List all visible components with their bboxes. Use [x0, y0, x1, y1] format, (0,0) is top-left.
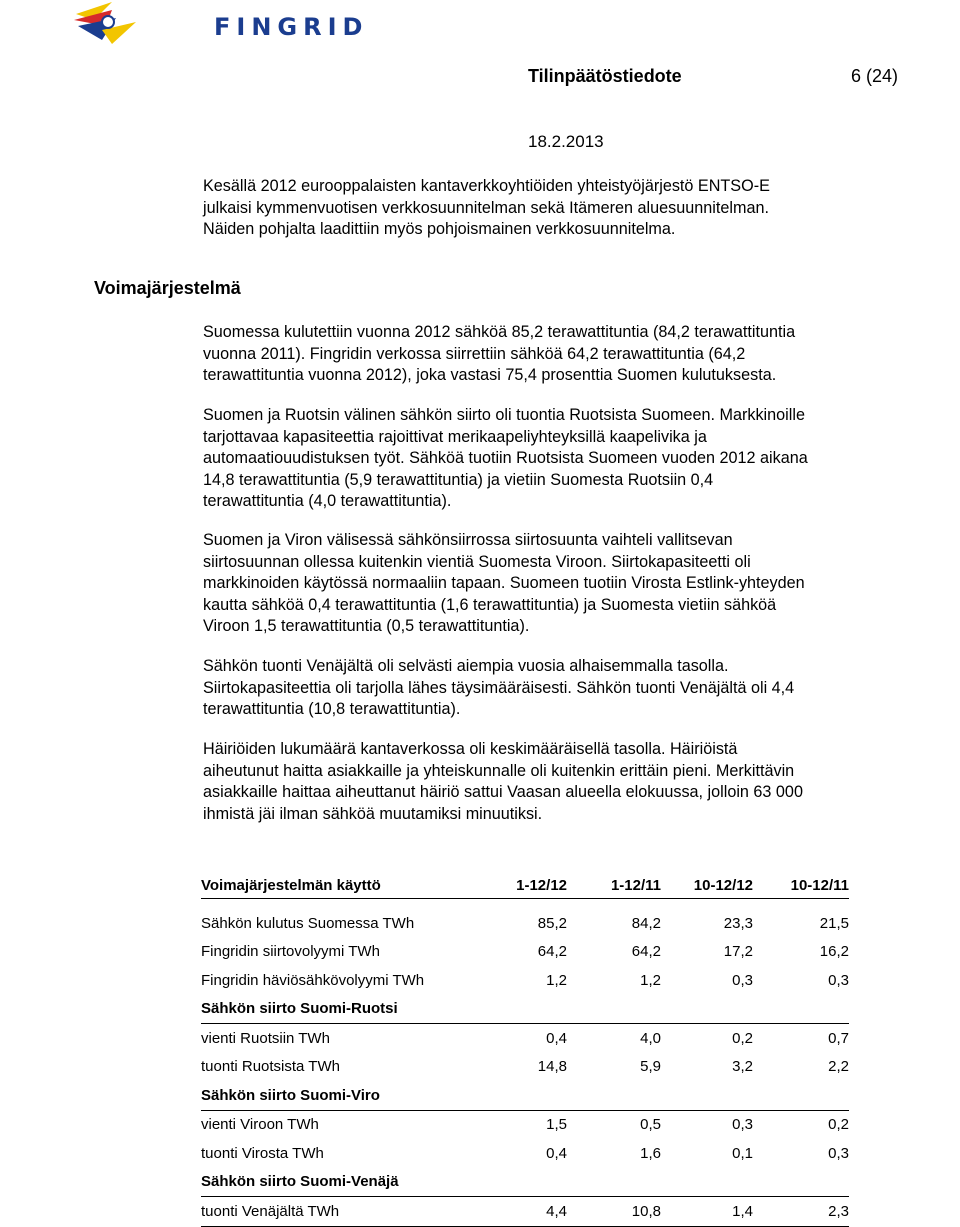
text-line: vuonna 2011). Fingridin verkossa siirrettiin sähköä 64,2 terawattituntia (64,2 [203, 344, 746, 363]
text-line: Suomen ja Viron välisessä sähkönsiirrossa siirtosuunta vaihteli vallitsevan [203, 531, 733, 549]
row-label: Fingridin häviösähkövolyymi TWh [201, 971, 425, 989]
column-header: 10-12/12 [661, 872, 753, 899]
fingrid-emblem-icon [72, 0, 142, 48]
text-line: terawattituntia vuonna 2012), joka vastasi 75,4 prosenttia Suomen kulutuksesta. [203, 366, 777, 385]
text-line: siirtosuunnan ollessa kuitenkin vientiä Suomesta Viroon. Siirtokapasiteetti oli [203, 552, 751, 571]
row-label: tuonti Virosta TWh [201, 1144, 324, 1162]
table-cell: 0,7 [828, 1029, 849, 1047]
row-label: tuonti Venäjältä TWh [201, 1197, 481, 1227]
table-row [201, 1024, 849, 1053]
table-cell: 0,3 [732, 971, 753, 989]
page-number: 6 (24) [851, 66, 899, 86]
table-header-row [201, 872, 849, 899]
table-cell: 17,2 [723, 943, 753, 961]
text-line: Suomessa kulutettiin vuonna 2012 sähköä 85,2 terawattituntia (84,2 terawattituntia [203, 323, 796, 341]
column-header: 1-12/11 [567, 872, 661, 899]
table-cell: 84,2 [631, 914, 661, 932]
text-line: kautta sähköä 0,4 terawattituntia (1,6 terawattituntia) ja Suomesta vietiin sähköä [203, 595, 777, 614]
table-cell: 3,2 [732, 1058, 753, 1076]
table-cell: 0,4 [546, 1029, 567, 1047]
text-line: Näiden pohjalta laadittiin myös pohjoismainen verkkosuunnitelma. [203, 220, 676, 239]
table-cell: 2,2 [828, 1058, 849, 1076]
row-label: vienti Ruotsiin TWh [201, 1029, 330, 1047]
table-cell: 0,2 [732, 1029, 753, 1047]
table-row [201, 938, 849, 967]
table-row [201, 1197, 849, 1227]
text-line: automaatiouudistuksen työt. Sähköä tuotiin Ruotsista Suomeen vuoden 2012 aikana [203, 449, 808, 468]
column-header: 1-12/12 [481, 872, 567, 899]
column-header: 10-12/11 [753, 872, 849, 899]
table-row [201, 966, 849, 995]
text-line: Siirtokapasiteettia oli tarjolla lähes täysimääräisesti. Sähkön tuonti Venäjältä oli 4,4 [203, 678, 795, 697]
text-line: terawattituntia (4,0 terawattituntia). [203, 492, 452, 511]
table-row [201, 909, 849, 938]
table-cell: 64,2 [537, 943, 567, 961]
table-group-row [201, 995, 849, 1024]
table-spacer [201, 899, 849, 910]
text-line: ihmistä jäi ilman sähköä muutamiksi minuutiksi. [203, 804, 543, 823]
section-heading: Voimajärjestelmä [94, 278, 241, 298]
text-line: julkaisi kymmenvuotisen verkkosuunnitelman sekä Itämeren aluesuunnitelman. [203, 198, 769, 217]
table-row [201, 1139, 849, 1168]
table-cell: 5,9 [640, 1058, 661, 1076]
table-cell: 0,3 [828, 1144, 849, 1162]
table-cell: 0,3 [828, 971, 849, 989]
text-line: aiheutunut haitta asiakkaille ja yhteiskunnalle oli kuitenkin erittäin pieni. Merkittävin [203, 761, 795, 780]
text-line: Viroon 1,5 terawattituntia (0,5 terawattituntia). [203, 617, 530, 636]
intro-paragraph [203, 176, 903, 241]
table-cell: 0,3 [732, 1116, 753, 1134]
text-line: asiakkaille haittaa aiheuttanut häiriö sattui Vaasan alueella elokuussa, jolloin 63 000 [203, 783, 803, 802]
table-cell: 1,5 [546, 1116, 567, 1134]
table-cell: 10,8 [567, 1197, 661, 1227]
text-line: Sähkön tuonti Venäjältä oli selvästi aiempia vuosia alhaisemmalla tasolla. [203, 657, 729, 675]
row-label: tuonti Ruotsista TWh [201, 1058, 340, 1076]
table-row [201, 1053, 849, 1082]
table-cell: 64,2 [631, 943, 661, 961]
logo-wordmark: FINGRID [214, 13, 369, 41]
sweden-transfer-paragraph [203, 405, 903, 513]
table-cell: 21,5 [819, 914, 849, 932]
table-cell: 1,6 [640, 1144, 661, 1162]
table-cell: 23,3 [723, 914, 753, 932]
text-line: markkinoiden käytössä normaaliin tapaan. Suomeen tuotiin Virosta Estlink-yhteyden [203, 574, 805, 593]
table-cell: 16,2 [819, 943, 849, 961]
disturbances-paragraph [203, 739, 903, 825]
group-heading: Sähkön siirto Suomi-Venäjä [201, 1168, 849, 1197]
estonia-transfer-paragraph [203, 530, 903, 638]
table-cell: 1,2 [546, 971, 567, 989]
group-heading: Sähkön siirto Suomi-Ruotsi [201, 995, 849, 1024]
table-cell: 2,3 [753, 1197, 849, 1227]
fingrid-logo [72, 0, 369, 48]
table-cell: 0,4 [546, 1144, 567, 1162]
text-line: Suomen ja Ruotsin välinen sähkön siirto oli tuontia Ruotsista Suomeen. Markkinoille [203, 406, 805, 424]
table-group-row [201, 1081, 849, 1110]
text-line: tarjottavaa kapasiteettia rajoittivat merikaapeliyhteyksillä kaapelivika ja [203, 427, 707, 446]
text-line: 14,8 terawattituntia (5,9 terawattituntia) ja vietiin Suomesta Ruotsiin 0,4 [203, 470, 714, 489]
table-cell: 14,8 [537, 1058, 567, 1076]
table-cell: 4,4 [481, 1197, 567, 1227]
table-cell: 85,2 [537, 914, 567, 932]
table-cell: 1,2 [640, 971, 661, 989]
text-line: terawattituntia (10,8 terawattituntia). [203, 700, 461, 719]
table-cell: 1,4 [661, 1197, 753, 1227]
consumption-paragraph [203, 322, 903, 387]
table-cell: 0,2 [828, 1116, 849, 1134]
document-title: Tilinpäätöstiedote [528, 66, 682, 86]
table-cell: 4,0 [640, 1029, 661, 1047]
table-cell: 0,1 [732, 1144, 753, 1162]
power-system-table [201, 872, 849, 1227]
column-header: Voimajärjestelmän käyttö [201, 872, 481, 899]
row-label: Sähkön kulutus Suomessa TWh [201, 914, 415, 932]
text-line: Häiriöiden lukumäärä kantaverkossa oli keskimääräisellä tasolla. Häiriöistä [203, 740, 738, 758]
russia-import-paragraph [203, 656, 903, 721]
table-row [201, 1110, 849, 1139]
table-group-row [201, 1168, 849, 1197]
text-line: Kesällä 2012 eurooppalaisten kantaverkkoyhtiöiden yhteistyöjärjestö ENTSO-E [203, 177, 770, 195]
row-label: Fingridin siirtovolyymi TWh [201, 943, 380, 961]
table-cell: 0,5 [640, 1116, 661, 1134]
group-heading: Sähkön siirto Suomi-Viro [201, 1081, 849, 1110]
row-label: vienti Viroon TWh [201, 1116, 319, 1134]
document-date: 18.2.2013 [528, 132, 604, 151]
